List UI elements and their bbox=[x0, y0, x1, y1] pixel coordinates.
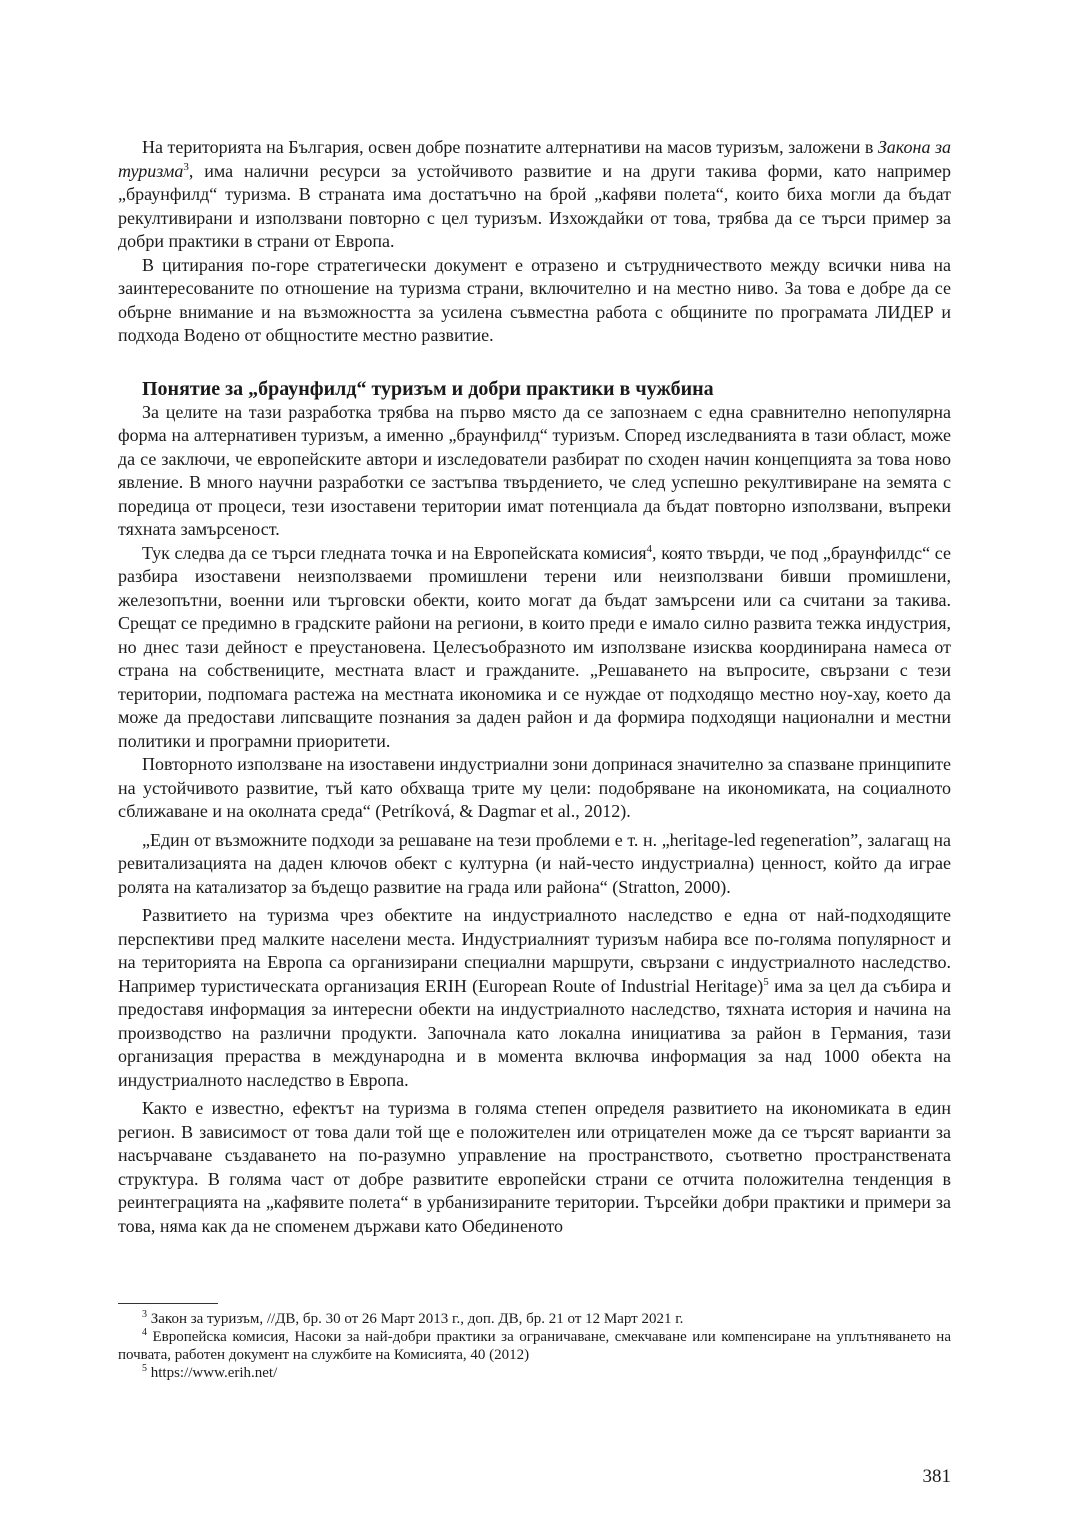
footnote-ref-5: 5 bbox=[763, 975, 769, 988]
footnote-ref-3: 3 bbox=[183, 160, 189, 173]
section-heading: Понятие за „браунфилд“ туризъм и добри практики в чужбина bbox=[142, 377, 714, 400]
page-number: 381 bbox=[922, 1466, 951, 1487]
footnote-3: $^3$ Закон за туризъм, //ДВ, бр. 30 от 26 Март 2013 г., доп. ДВ, бр. 21 от 12 Март 2021 г. bbox=[142, 1309, 684, 1327]
footnote-ref-4: 4 bbox=[646, 542, 653, 555]
paragraph-5: Повторното използване на изоставени индустриални зони допринася значително за спазване принципите на устойчивото развитие, тъй като обхваща трите му цели: подобряване на икономиката, на социалното сближаване и на околната среда“ (Petríková, & Dagmar et al., 2012). bbox=[118, 754, 951, 821]
footnote-4: $^4$ Европейска комисия, Насоки за най-добри практики за ограничаване, смекчаване или компенсиране на уплътняването на почвата, работен документ на службите на Комисията, 40 (2012) bbox=[118, 1327, 951, 1363]
footnotes bbox=[118, 1310, 951, 1382]
paragraph-7: Развитието на туризма чрез обектите на индустриалното наследство е една от най-подходящите перспективи пред малките населени места. Индустриалният туризъм набира все по-голяма популярност и на територията на Европа са организирани специални маршрути, свързани с индустриалното наследство. Например туристическата организация ERIH (European Route of Industrial Heritage)$^5$ има за цел да събира и предоставя информация за интересни обекти на индустриалното наследство, тяхната история и начина на производство на различни продукти. Започнала като локална инициатива за район в Германия, тази организация прераства в международна и в момента включва информация за над 1000 обекта на индустриалното наследство в Европа. bbox=[118, 905, 952, 1090]
footnote-5[interactable]: $^5$ https://www.erih.net/ bbox=[142, 1363, 278, 1381]
paragraph-2: В цитирания по-горе стратегически документ е отразено и сътрудничеството между всички нива на заинтересованите по отношение на туризма страни, включително и на местно ниво. За това е добре да се обърне внимание и на възможността за усилена съвместна работа с общините по програмата ЛИДЕР и подхода Водено от общностите местно развитие. bbox=[118, 254, 951, 345]
erih-link[interactable]: https://www.erih.net/ bbox=[147, 1365, 278, 1381]
body-text bbox=[118, 136, 951, 1238]
paragraph-4: Тук следва да се търси гледната точка и на Европейската комисия$^4$, която твърди, че под „браунфилдс“ се разбира изоставени неизползваеми промишлени терени или неизползвани бивши промишлени, железопътни, военни или търговски обекти, които могат да бъдат замърсени или са считани за такива. Срещат се предимно в градските райони на региони, в които преди е имало силно развита тежка индустрия, но днес тази дейност е преустановена. Целесъобразното им използване изисква координирана намеса от страна на собствениците, местната власт и гражданите. „Решаването на въпросите, свързани с тези територии, подпомага растежа на местната икономика и се нуждае от подходящо местно ноу-хау, което да може да предостави липсващите познания за даден район и да формира подходящи национални и местни политики и програмни приоритети. bbox=[118, 542, 951, 751]
paragraph-6: „Един от възможните подходи за решаване на тези проблеми е т. н. „heritage-led regeneration”, залагащ на ревитализацията на даден ключов обект с културна (и най-често индустриална) ценност, който да играе ролята на катализатор за бъдещо развитие на града или района“ (Stratton, 2000). bbox=[118, 829, 951, 897]
paragraph-1: На територията на България, освен добре познатите алтернативи на масов туризъм, заложени в Закона за туризма$^3$, има налични ресурси за устойчивото развитие и на други такива форми, като например „браунфилд“ туризма. В страната има достатъчно на брой „кафяви полета“, които биха могли да бъдат рекултивирани и използвани повторно с цел туризъм. Изхождайки от това, трябва да се търси пример за добри практики в страни от Европа. bbox=[118, 137, 951, 251]
paragraph-8: Както е известно, ефектът на туризма в голяма степен определя развитието на икономиката в един регион. В зависимост от това дали той ще е положителен или отрицателен може да се търсят варианти за насърчаване създаването на по-разумно управление на пространството, съответно пространствената структура. В голяма част от добре развитите европейски страни се отчита положителна тенденция в реинтеграцията на „кафявите полета“ в урбанизираните територии. Търсейки добри практики и примери за това, няма как да не споменем държави като Обединеното bbox=[118, 1098, 951, 1236]
paragraph-3: За целите на тази разработка трябва на първо място да се запознаем с една сравнително непопулярна форма на алтернативен туризъм, а именно „браунфилд“ туризъм. Според изследванията в тази област, може да се заключи, че европейските автори и изследователи разбират по сходен начин концепцията за това ново явление. В много научни разработки се застъпва твърдението, че след успешно рекултивиране на земята с поредица от процеси, тези изоставени територии имат потенциала да бъдат повторно използвани, въпреки тяхната замърсеност. bbox=[118, 401, 951, 539]
footnote-divider bbox=[118, 1303, 218, 1304]
law-title: Закона за туризма bbox=[118, 137, 951, 181]
